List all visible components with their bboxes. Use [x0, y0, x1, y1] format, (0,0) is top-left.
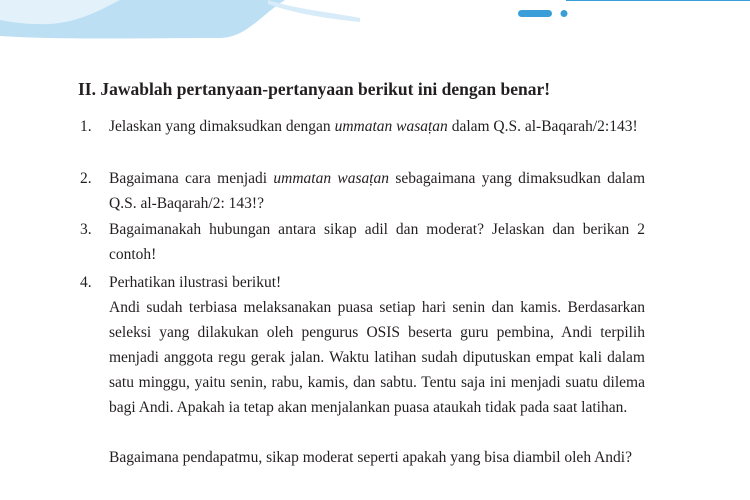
question-number-3: 3.	[80, 221, 92, 238]
question-4-intro: Perhatikan ilustrasi berikut!	[109, 274, 282, 291]
term-ummatan-wasatan: ummatan wasaṭan	[273, 170, 390, 187]
term-ummatan-wasatan: ummatan wasaṭan	[334, 118, 448, 135]
question-2: Bagaimana cara menjadi ummatan wasaṭan sebagaimana yang dimaksudkan dalam Q.S. al-Baqarah/2: 143!?	[109, 170, 645, 212]
question-4-prompt: Bagaimana pendapatmu, sikap moderat seperti apakah yang bisa diambil oleh Andi?	[109, 449, 632, 466]
question-number-2: 2.	[80, 170, 92, 187]
question-3: Bagaimanakah hubungan antara sikap adil dan moderat? Jelaskan dan berikan 2 contoh!	[109, 221, 645, 263]
section-title: II. Jawablah pertanyaan-pertanyaan berikut ini dengan benar!	[78, 79, 551, 99]
question-4-story: Andi sudah terbiasa melaksanakan puasa setiap hari senin dan kamis. Berdasarkan seleksi yang dilakukan oleh pengurus OSIS beserta guru pembina, Andi terpilih menjadi anggota regu gerak jalan. Waktu latihan sudah diputuskan empat kali dalam satu minggu, yaitu senin, rabu, kamis, dan sabtu. Tentu saja ini menjadi suatu dilema bagi Andi. Apakah ia tetap akan menjalankan puasa ataukah tidak pada saat latihan.	[109, 299, 645, 416]
question-number-1: 1.	[80, 118, 92, 135]
question-number-4: 4.	[80, 274, 92, 291]
question-1: Jelaskan yang dimaksudkan dengan ummatan wasaṭan dalam Q.S. al-Baqarah/2:143!	[109, 118, 638, 135]
